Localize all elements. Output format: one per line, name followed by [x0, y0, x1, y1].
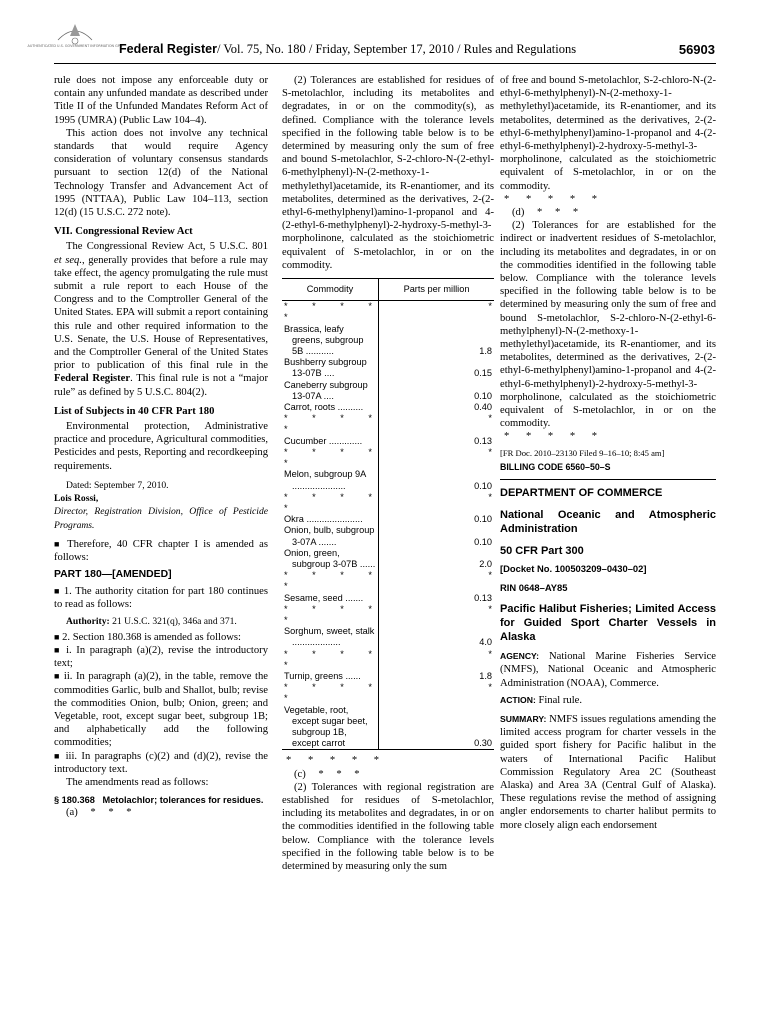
ppm-cell: 0.30 [474, 738, 492, 749]
table-row [282, 548, 494, 570]
paragraph: ■ 2. Section 180.368 is amended as follows: [54, 631, 241, 643]
action-line: ACTION: Final rule. [500, 694, 583, 706]
column-1 [54, 74, 268, 819]
table-row [282, 402, 494, 413]
ellipsis-stars: * * * * * [282, 649, 379, 671]
agency-heading: National Oceanic and Atmospheric Administration [500, 508, 716, 535]
commodity-cell: Onion, green, subgroup 3-07B ...... [282, 548, 379, 570]
fr-doc-line: [FR Doc. 2010–23130 Filed 9–16–10; 8:45 am] [500, 447, 665, 458]
billing-code: BILLING CODE 6560–50–S [500, 461, 611, 472]
bullet-square-icon: ■ [54, 644, 62, 655]
paragraph: (2) Tolerances for are established for the indirect or inadvertent residues of S-metolachlor, including its metabolites and degradates, in or on the commodities identified in the following table below. Compliance with the tolerance levels specified in the following table below is to be determined by measuring only the sum of free and bound S-metolachlor, S-2-chloro-N-(2-ethyl-6-methylphenyl)-N-(2-methoxy-1-methylethyl)acetamide, its R-enantiomer, and its metabolites, determined as the derivatives, 2-(2-ethyl-6-methylphenyl)amino-1-propanol and 4-(2-ethyl-6-methylphenyl)-2-hydroxy-5-methyl-3-morpholinone, calculated as the stoichiometric equivalent of S-metolachlor, in or on the commodity. [500, 220, 716, 430]
section-heading: List of Subjects in 40 CFR Part 180 [54, 405, 215, 417]
summary-paragraph: SUMMARY: NMFS issues regulations amending the limited access program for charter vessels in the guided sport fishery for Pacific halibut in the waters of International Pacific Halibut Commission Regulatory Area 2C (Southeast Alaska) and Area 3A (Central Gulf of Alaska). These regulations revise the method of assigning angler endorsements to charter halibut permits to more closely align each endorsement [500, 713, 716, 831]
commodity-cell: Caneberry subgroup 13-07A .... [282, 380, 379, 402]
commodity-cell: Vegetable, root, except sugar beet, subgroup 1B, except carrot [282, 705, 379, 750]
ellipsis-star: * [488, 682, 492, 693]
ppm-cell: 0.15 [474, 368, 492, 379]
ppm-cell: 0.13 [474, 592, 492, 603]
paragraph: (2) Tolerances are established for residues of S-metolachlor, including its metabolites and degradates, in or on the commodity(s), as defined. Compliance with the tolerance levels specified in the following table below is to be determined by measuring only the sum of free and bound S-metolachlor, S-2-chloro-N-(2-ethyl-6-methylphenyl)-N-(2-methoxy-1-methylethyl)acetamide, its R-enantiomer, and its metabolites, determined as the derivatives, 2-(2-ethyl-6-methylphenyl)amino-1-propanol and 4-(2-ethyl-6-methylphenyl)-2-hydroxy-5-methyl-3-morpholinone, calculated as the stoichiometric equivalent of S-metolachlor, in or on the commodity. [282, 75, 494, 271]
table-ellipsis-row [282, 447, 494, 469]
paragraph: (d) * * * [512, 207, 579, 219]
rule-title: Pacific Halibut Fisheries; Limited Access for Guided Sport Charter Vessels in Alaska [500, 603, 716, 644]
ellipsis-star: * [488, 570, 492, 581]
page-number: 56903 [678, 42, 715, 57]
ellipsis-stars: * * * * * [282, 413, 379, 435]
commodity-cell: Onion, bulb, subgroup 3-07A ....... [282, 525, 379, 547]
cfr-heading: 50 CFR Part 300 [500, 544, 584, 557]
header-rule [54, 63, 716, 64]
gpo-authenticated-logo [27, 14, 123, 48]
commodity-cell: Sorghum, sweet, stalk ................... [282, 626, 379, 648]
ppm-cell: 0.10 [474, 480, 492, 491]
table-body [282, 301, 494, 751]
paragraph: (2) Tolerances with regional registration are established for residues of S-metolachlor, including its metabolites and degradates, in or on the commodities identified in the following table below. Compliance with the tolerance levels specified in the following table below is to be determined by measuring only the sum [282, 781, 494, 872]
paragraph: Environmental protection, Administrative practice and procedure, Agricultural commodities, Pesticides and pests, Reporting and recordkeeping requirements. [54, 421, 268, 472]
ellipsis-stars: * * * * * [286, 755, 380, 767]
ppm-cell: 0.40 [474, 402, 492, 413]
table-ellipsis-row [282, 570, 494, 592]
part-heading: PART 180—[AMENDED] [54, 569, 172, 581]
ppm-cell: 1.8 [479, 670, 492, 681]
ellipsis-star: * [488, 491, 492, 502]
table-ellipsis-row [282, 649, 494, 671]
ellipsis-star: * [488, 603, 492, 614]
commodity-cell: Bushberry subgroup 13-07B .... [282, 357, 379, 379]
ppm-cell: 0.13 [474, 435, 492, 446]
ppm-cell: 0.10 [474, 536, 492, 547]
rin-number: RIN 0648–AY85 [500, 581, 568, 593]
column-3 [500, 74, 716, 832]
ppm-cell: 1.8 [479, 346, 492, 357]
table-row [282, 593, 494, 604]
table-row [282, 357, 494, 379]
bullet-square-icon: ■ [54, 671, 61, 682]
ellipsis-stars: * * * * * [504, 431, 598, 443]
paragraph: ■ 1. The authority citation for part 180 continues to read as follows: [54, 586, 268, 611]
paragraph: ■ ii. In paragraph (a)(2), in the table, remove the commodities Garlic, bulb and Shallot, bulb; revise the commodities Onion, bulb; Onion, green; and Vegetable, root, except sugar beet, subgroup 1B; and alphabetically add the following commodities; [54, 671, 269, 749]
signer-name: Lois Rossi, [54, 493, 99, 505]
commodity-cell: Brassica, leafy greens, subgroup 5B ........... [282, 324, 379, 358]
signer-title: Director, Registration Division, Office of Pesticide Programs. [54, 506, 268, 531]
paragraph: The Congressional Review Act, 5 U.S.C. 801 et seq., generally provides that before a rule may take effect, the agency promulgating the rule must submit a rule report to each House of the Congress and to the Comptroller General of the United States. EPA will submit a report containing this rule and other required information to the U.S. Senate, the U.S. House of Representatives, and the Comptroller General of the United States prior to publication of this final rule in the Federal Register. This final rule is not a “major rule” as defined by 5 U.S.C. 804(2). [54, 241, 268, 398]
ellipsis-star: * [488, 648, 492, 659]
tolerance-table [282, 278, 494, 750]
ellipsis-star: * [488, 301, 492, 312]
commodity-cell: Turnip, greens ...... [282, 671, 379, 682]
agency-line: AGENCY: National Marine Fisheries Service (NMFS), National Oceanic and Atmospheric Administration (NOAA), Commerce. [500, 651, 716, 689]
ellipsis-stars: * * * * * [282, 604, 379, 626]
bullet-square-icon: ■ [54, 631, 60, 642]
paragraph: ■ Therefore, 40 CFR chapter I is amended as follows: [54, 538, 268, 563]
section-title: § 180.368 Metolachlor; tolerances for residues. [54, 795, 264, 806]
paragraph: (c) * * * [294, 768, 360, 780]
paragraph: of free and bound S-metolachlor, S-2-chloro-N-(2-ethyl-6-methylphenyl)-N-(2-methoxy-1-methylethyl)acetamide, its R-enantiomer, and its metabolites, determined as the derivatives, 2-(2-ethyl-6-methylphenyl)amino-1-propanol and 4-(2-ethyl-6-methylphenyl)-2-hydroxy-5-methyl-3-morpholinone, calculated as the stoichiometric equivalent of S-metolachlor, in or on the commodity. [500, 75, 716, 192]
ellipsis-stars: * * * * * [504, 193, 598, 205]
table-row [282, 705, 494, 750]
table-header-ppm: Parts per million [379, 279, 495, 301]
paragraph: This action does not involve any technical standards that would require Agency consideration of voluntary consensus standards pursuant to section 12(d) of the National Technology Transfer and Advancement Act of 1995 (NTTAA), Public Law 104–113, section 12(d) (15 U.S.C. 272 note). [54, 127, 268, 219]
commodity-cell: Okra ...................... [282, 514, 379, 525]
paragraph: rule does not impose any enforceable duty or contain any unfunded mandate as described under Title II of the Unfunded Mandates Reform Act of 1995 (UMRA) (Public Law 104–4). [54, 75, 268, 126]
paragraph: ■ i. In paragraph (a)(2), revise the introductory text; [54, 644, 268, 670]
department-heading: DEPARTMENT OF COMMERCE [500, 486, 663, 499]
commodity-cell: Sesame, seed ....... [282, 593, 379, 604]
ppm-cell: 0.10 [474, 514, 492, 525]
commodity-cell: Melon, subgroup 9A ..................... [282, 469, 379, 491]
ppm-cell: 2.0 [479, 558, 492, 569]
table-ellipsis-row [282, 413, 494, 435]
table-row [282, 324, 494, 358]
ppm-cell: 0.10 [474, 390, 492, 401]
table-ellipsis-row [282, 604, 494, 626]
table-row [282, 469, 494, 491]
table-row [282, 626, 494, 648]
ellipsis-stars: * * * * * [282, 447, 379, 469]
bullet-square-icon: ■ [54, 750, 62, 761]
logo-text: AUTHENTICATED U.S. GOVERNMENT INFORMATION GPO [27, 44, 123, 48]
issue-info: / Vol. 75, No. 180 / Friday, September 17, 2010 / Rules and Regulations [216, 42, 577, 56]
ellipsis-star: * [488, 446, 492, 457]
ellipsis-stars: * * * * * [282, 301, 379, 324]
table-bottom-rule [282, 750, 494, 751]
table-header-commodity: Commodity [282, 279, 379, 301]
table-ellipsis-row [282, 682, 494, 704]
section-divider [500, 479, 716, 480]
section-heading: VII. Congressional Review Act [54, 226, 193, 238]
bullet-square-icon: ■ [54, 586, 61, 597]
dated-line: Dated: September 7, 2010. [66, 479, 169, 491]
commodity-cell: Cucumber ............. [282, 436, 379, 447]
table-row [282, 436, 494, 447]
paragraph: (a) * * * [66, 807, 132, 819]
paragraph: ■ iii. In paragraphs (c)(2) and (d)(2), revise the introductory text. [54, 750, 269, 775]
paragraph: The amendments read as follows: [66, 776, 209, 788]
table-row [282, 671, 494, 682]
ellipsis-star: * [488, 413, 492, 424]
table-ellipsis-row [282, 301, 494, 324]
bullet-square-icon: ■ [54, 538, 63, 549]
ellipsis-stars: * * * * * [282, 682, 379, 704]
ellipsis-stars: * * * * * [282, 570, 379, 592]
publication-name: Federal Register [119, 42, 217, 56]
column-2 [282, 74, 494, 873]
table-row [282, 525, 494, 547]
table-ellipsis-row [282, 492, 494, 514]
ppm-cell: 4.0 [479, 637, 492, 648]
table-row [282, 380, 494, 402]
ellipsis-stars: * * * * * [282, 492, 379, 514]
authority-line: Authority: 21 U.S.C. 321(q), 346a and 371. [66, 615, 237, 627]
page-header [119, 42, 715, 57]
commodity-cell: Carrot, roots .......... [282, 402, 379, 413]
docket-number: [Docket No. 100503209–0430–02] [500, 562, 647, 574]
table-row [282, 514, 494, 525]
